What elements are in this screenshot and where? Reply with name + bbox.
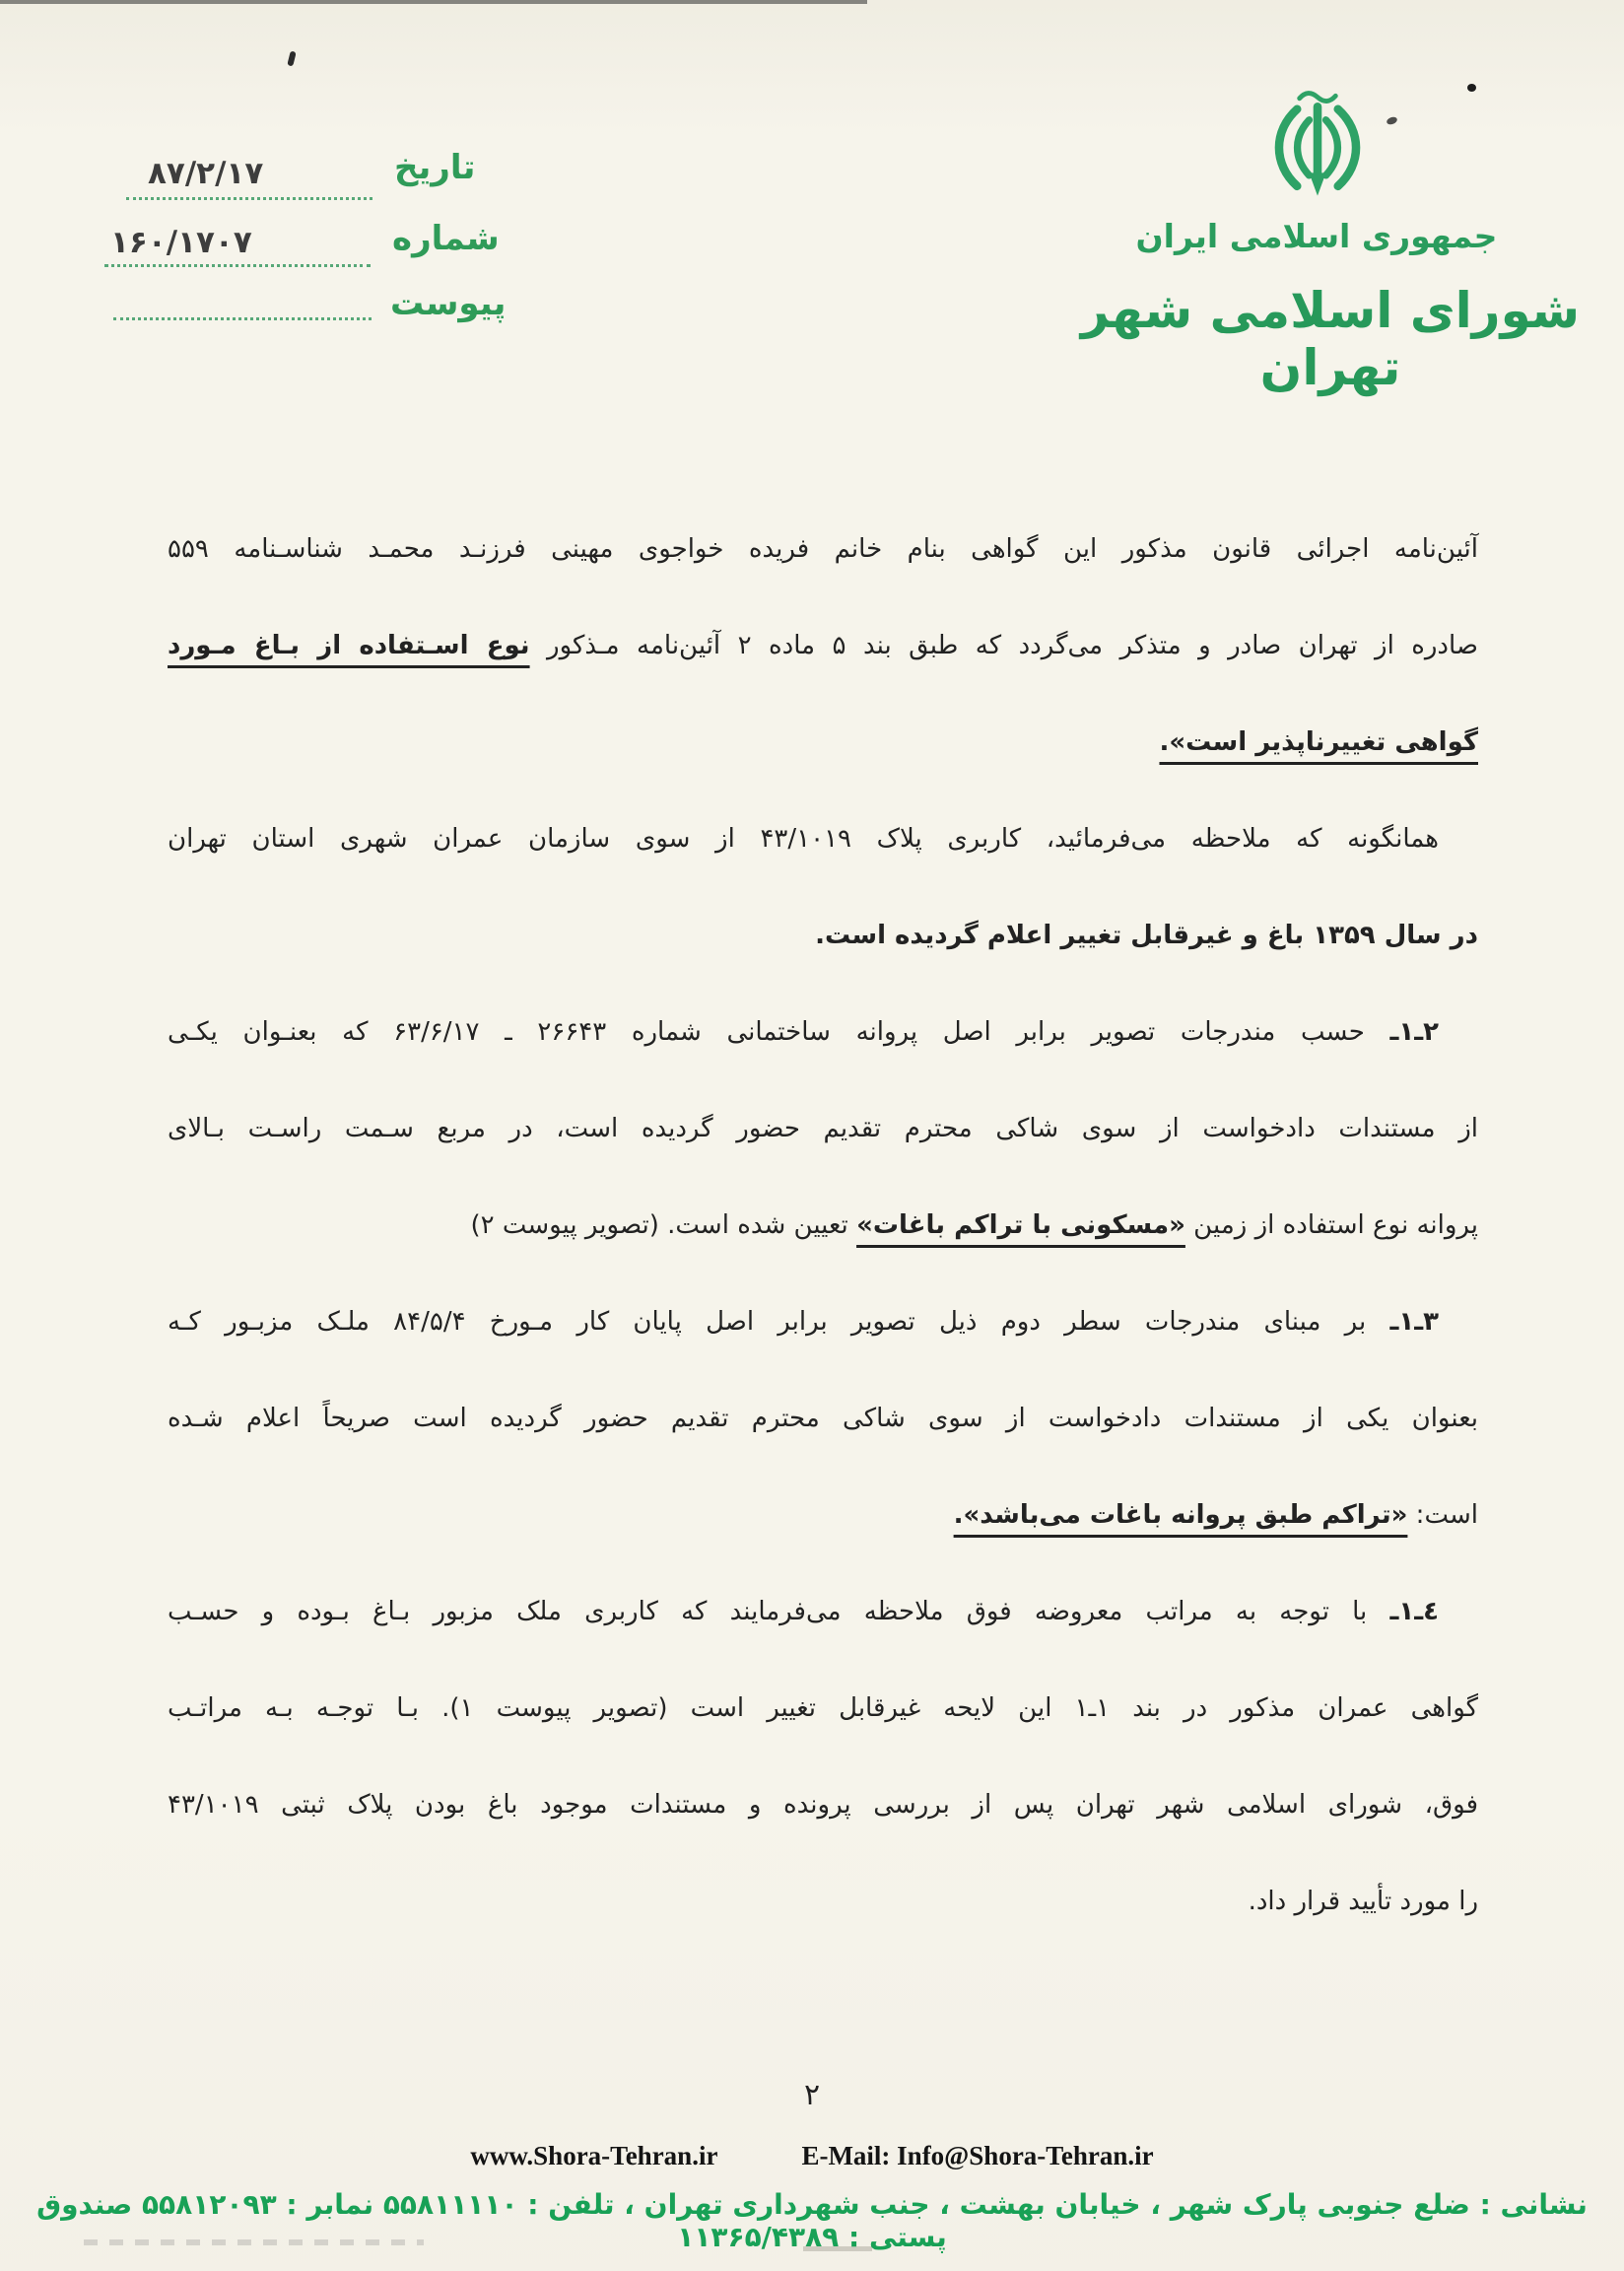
- number-value: ۱۶۰/۱۷۰۷: [110, 225, 252, 260]
- body-line: ۲ـ۱ـ حسب مندرجات تصویر برابر اصل پروانه ساختمانی شماره ۲۶۶۴۳ ـ ۶۳/۶/۱۷ که بعنـوان یکـی: [168, 1017, 1439, 1047]
- footer-links: [0, 2141, 1624, 2171]
- body-line: آئین‌نامه اجرائی قانون مذکور این گواهی بنام خانم فریده خواجوی مهینی فرزنـد محمـد شناسـنامه ۵۵۹: [168, 534, 1478, 564]
- org-name-republic: جمهوری اسلامی ایران: [1135, 217, 1498, 255]
- scan-edge-artifact: [0, 0, 867, 4]
- page-number: ۲: [803, 2078, 821, 2112]
- body-line: همانگونه که ملاحظه می‌فرمائید، کاربری پلاک ۴۳/۱۰۱۹ از سوی سازمان عمران شهری استان تهران: [168, 824, 1439, 854]
- scan-speck-artifact: [287, 50, 296, 66]
- iran-emblem-icon: [1257, 89, 1378, 209]
- number-label: شماره: [392, 219, 500, 258]
- org-name-council: شورای اسلامی شهر تهران: [1080, 282, 1581, 396]
- website-text: www.Shora-Tehran.ir: [470, 2141, 718, 2170]
- body-line: بعنوان یکی از مستندات دادخواست از سوی شاکی محترم تقدیم حضور گردیده است صریحاً اعلام شـده: [168, 1404, 1478, 1433]
- body-line: از مستندات دادخواست از سوی شاکی محترم تقدیم حضور گردیده است، در مربع سـمت راسـت بـالای: [168, 1114, 1478, 1143]
- body-line: را مورد تأیید قرار داد.: [1248, 1887, 1478, 1916]
- body-line: است: «تراکم طبق پروانه باغات می‌باشد».: [953, 1500, 1478, 1530]
- attachment-label: پیوست: [390, 284, 507, 323]
- date-dotted-line: [126, 170, 372, 200]
- number-dotted-line: [104, 237, 371, 267]
- date-value: ۸۷/۲/۱۷: [148, 156, 264, 191]
- scan-speck-artifact: [1386, 115, 1398, 125]
- body-line: ۳ـ۱ـ بر مبنای مندرجات سطر دوم ذیل تصویر برابر اصل پایان کار مـورخ ۸۴/۵/۴ ملـک مزبـور کـه: [168, 1307, 1439, 1337]
- body-line: صادره از تهران صادر و متذکر می‌گردد که طبق بند ۵ ماده ۲ آئین‌نامه مـذکور نوع اسـتفاده از بـاغ مـورد: [168, 631, 1478, 660]
- scan-speck-artifact: [1467, 84, 1476, 92]
- attachment-dotted-line: [113, 290, 372, 320]
- body-line: فوق، شورای اسلامی شهر تهران پس از بررسی پرونده و مستندات موجود باغ بودن پلاک ثبتی ۴۳/۱۰۱۹: [168, 1790, 1478, 1820]
- body-line: گواهی تغییرناپذیر است».: [1159, 727, 1478, 757]
- letter-body: [168, 501, 1478, 1950]
- body-line: در سال ۱۳۵۹ باغ و غیرقابل تغییر اعلام گردیده است.: [815, 921, 1478, 950]
- body-line: پروانه نوع استفاده از زمین «مسکونی با تراکم باغات» تعیین شده است. (تصویر پیوست ۲): [470, 1210, 1478, 1240]
- date-label: تاریخ: [394, 148, 476, 187]
- body-line: گواهی عمران مذکور در بند ۱ـ۱ این لایحه غیرقابل تغییر است (تصویر پیوست ۱). بـا توجـه بـه مراتـب: [168, 1693, 1479, 1723]
- footer-address: نشانی : ضلع جنوبی پارک شهر ، خیابان بهشت ، جنب شهرداری تهران ، تلفن : ۵۵۸۱۱۱۱۰ نمابر : ۵۵۸۱۲۰۹۳ صندوق پستی : ۱۱۳۶۵/۴۳۸۹: [36, 2188, 1588, 2253]
- email-text: E-Mail: Info@Shora-Tehran.ir: [801, 2141, 1154, 2170]
- body-line: ٤ـ۱ـ با توجه به مراتب معروضه فوق ملاحظه می‌فرمایند که کاربری ملک مزبور بـاغ بـوده و حسـب: [168, 1597, 1439, 1626]
